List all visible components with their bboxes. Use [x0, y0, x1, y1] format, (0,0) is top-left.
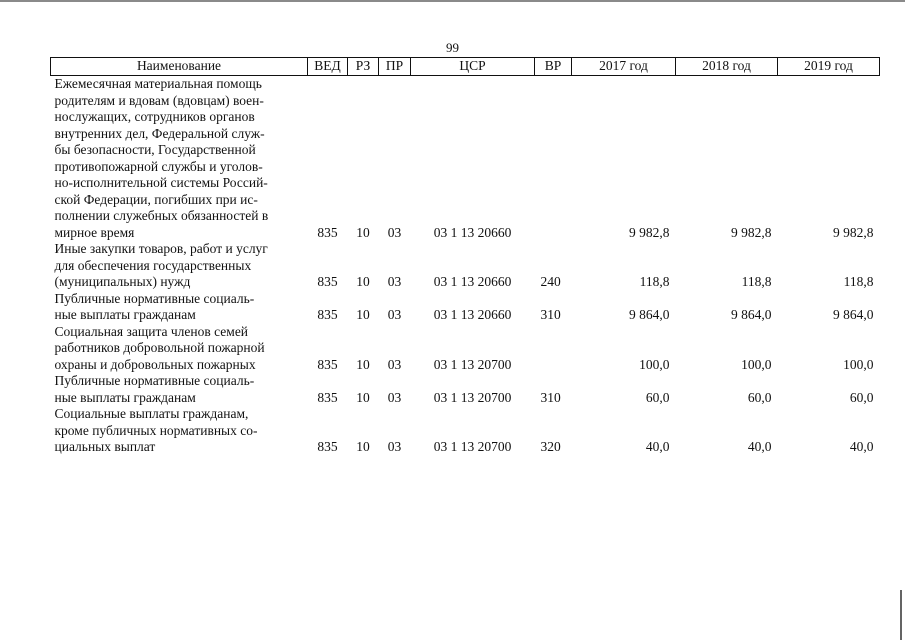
page-number: 99 — [446, 40, 459, 55]
row-name-line: ные выплаты гражданам — [54, 389, 196, 405]
table-row — [51, 76, 880, 242]
row-name-line: противопожарной службы и уголов- — [54, 158, 263, 174]
cell-y2019: 9 864,0 — [833, 307, 874, 322]
cell-y2017: 60,0 — [645, 389, 670, 405]
cell-y2017: 9 982,8 — [629, 224, 670, 240]
cell-ved: 835 — [317, 389, 338, 405]
cell-csr: 03 1 13 20660 — [433, 274, 512, 289]
cell-csr: 03 1 13 20700 — [433, 389, 512, 405]
table-row — [51, 406, 880, 456]
row-name-line: Иные закупки товаров, работ и услуг — [54, 241, 268, 256]
row-name — [51, 241, 308, 291]
cell-y2017: 40,0 — [645, 439, 670, 454]
cell-vr: 240 — [540, 274, 561, 289]
cell-rz: 10 — [356, 389, 370, 405]
row-name-line: родителям и вдовам (вдовцам) воен- — [54, 92, 264, 108]
row-name — [51, 324, 308, 374]
cell-rz: 10 — [356, 224, 370, 240]
table-row — [51, 241, 880, 291]
cell-y2018: 118,8 — [741, 274, 772, 289]
cell-y2018: 9 982,8 — [731, 224, 772, 240]
cell-vr — [535, 76, 572, 242]
cell-ved: 835 — [317, 439, 338, 454]
table-row — [51, 324, 880, 374]
row-name-line: циальных выплат — [54, 439, 156, 454]
row-name-line: охраны и добровольных пожарных — [54, 356, 256, 372]
cell-y2017: 9 864,0 — [629, 307, 670, 322]
cell-y2019: 40,0 — [849, 439, 874, 454]
cell-rz: 10 — [356, 274, 370, 289]
cell-y2017: 100,0 — [639, 356, 670, 372]
row-name-line: для обеспечения государственных — [54, 257, 252, 273]
cell-pr: 03 — [387, 224, 402, 240]
header-ved: ВЕД — [308, 58, 348, 76]
scan-edge-right — [900, 590, 902, 640]
header-2019: 2019 год — [778, 58, 880, 76]
table-row — [51, 291, 880, 324]
cell-vr: 310 — [540, 307, 561, 322]
row-name-line: полнении служебных обязанностей в — [54, 208, 269, 223]
cell-y2018: 100,0 — [741, 356, 772, 372]
header-pr: ПР — [379, 58, 411, 76]
header-csr: ЦСР — [411, 58, 535, 76]
scan-edge-top — [0, 0, 905, 2]
cell-y2019: 100,0 — [843, 356, 874, 372]
cell-y2019: 60,0 — [849, 389, 874, 405]
cell-csr: 03 1 13 20700 — [433, 356, 512, 372]
cell-y2018: 60,0 — [747, 389, 772, 405]
header-rz: РЗ — [348, 58, 379, 76]
cell-pr: 03 — [387, 389, 402, 405]
header-2017: 2017 год — [572, 58, 676, 76]
row-name-line: Публичные нормативные социаль- — [54, 373, 255, 388]
row-name-line: Публичные нормативные социаль- — [54, 290, 255, 306]
cell-vr — [535, 324, 572, 374]
cell-vr: 310 — [540, 389, 561, 405]
table-header-row — [51, 58, 880, 76]
header-vr: ВР — [535, 58, 572, 76]
cell-pr: 03 — [387, 274, 402, 289]
table-body — [51, 76, 880, 456]
cell-ved: 835 — [317, 274, 338, 289]
row-name-line: Социальная защита членов семей — [54, 323, 249, 339]
cell-csr: 03 1 13 20700 — [433, 439, 512, 454]
header-2018: 2018 год — [676, 58, 778, 76]
row-name-line: работников добровольной пожарной — [54, 340, 265, 355]
row-name — [51, 291, 308, 324]
row-name — [51, 373, 308, 406]
cell-ved: 835 — [317, 356, 338, 372]
cell-y2018: 40,0 — [747, 439, 772, 454]
cell-pr: 03 — [387, 439, 402, 454]
cell-y2019: 118,8 — [843, 274, 874, 289]
cell-csr: 03 1 13 20660 — [433, 224, 512, 240]
row-name-line: нослужащих, сотрудников органов — [54, 109, 255, 124]
row-name-line: (муниципальных) нужд — [54, 274, 191, 289]
cell-y2019: 9 982,8 — [833, 224, 874, 240]
cell-rz: 10 — [356, 439, 370, 454]
row-name-line: мирное время — [54, 224, 135, 240]
header-name: Наименование — [51, 58, 308, 76]
cell-rz: 10 — [356, 356, 370, 372]
row-name-line: но-исполнительной системы Россий- — [54, 175, 268, 190]
row-name-line: ской Федерации, погибших при ис- — [54, 191, 258, 207]
cell-csr: 03 1 13 20660 — [433, 307, 512, 322]
row-name-line: бы безопасности, Государственной — [54, 142, 256, 157]
cell-vr: 320 — [540, 439, 561, 454]
budget-table — [50, 57, 880, 456]
row-name-line: внутренних дел, Федеральной служ- — [54, 125, 265, 141]
cell-y2017: 118,8 — [639, 274, 670, 289]
row-name — [51, 76, 308, 242]
row-name-line: Социальные выплаты гражданам, — [54, 406, 249, 421]
cell-ved: 835 — [317, 224, 338, 240]
cell-rz: 10 — [356, 307, 370, 322]
cell-y2018: 9 864,0 — [731, 307, 772, 322]
row-name-line: Ежемесячная материальная помощь — [54, 76, 262, 91]
cell-pr: 03 — [387, 307, 402, 322]
row-name-line: ные выплаты гражданам — [54, 307, 196, 322]
row-name-line: кроме публичных нормативных со- — [54, 422, 258, 438]
row-name — [51, 406, 308, 456]
cell-ved: 835 — [317, 307, 338, 322]
table-row — [51, 373, 880, 406]
cell-pr: 03 — [387, 356, 402, 372]
